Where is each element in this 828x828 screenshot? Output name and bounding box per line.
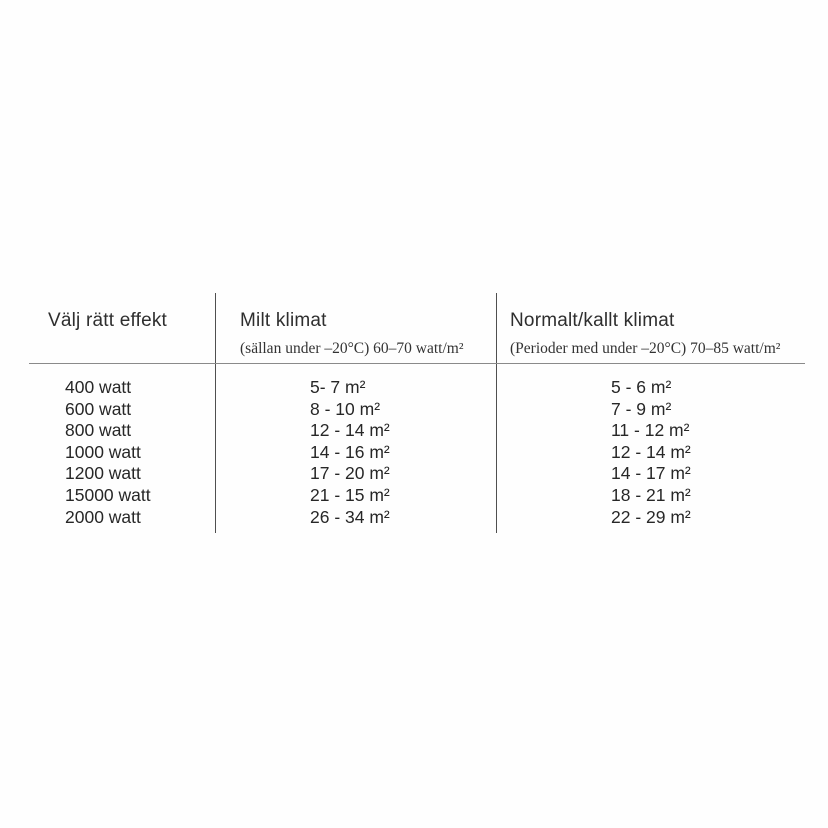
watt-cell: 15000 watt: [65, 484, 151, 505]
watt-cell: 400 watt: [65, 377, 132, 397]
column-divider-2: [496, 293, 497, 533]
mild-climate-cell: 5- 7 m²: [310, 377, 366, 397]
column-header-mild-climate: [240, 309, 464, 358]
watt-cell: 2000 watt: [65, 506, 141, 527]
header-divider: [29, 363, 805, 364]
cold-climate-cell: 5 - 6 m²: [611, 377, 672, 397]
cold-climate-header-title: Normalt/kallt klimat: [510, 310, 675, 331]
mild-climate-column: [310, 377, 390, 528]
mild-climate-cell: 12 - 14 m²: [310, 420, 390, 441]
mild-climate-cell: 26 - 34 m²: [310, 506, 390, 527]
column-header-effect: [48, 309, 167, 332]
mild-climate-header-subtitle: (sällan under –20°C) 60–70 watt/m²: [240, 340, 464, 357]
cold-climate-header-subtitle: (Perioder med under –20°C) 70–85 watt/m²: [510, 340, 781, 357]
mild-climate-cell: 21 - 15 m²: [310, 484, 390, 505]
cold-climate-cell: 14 - 17 m²: [611, 463, 691, 484]
cold-climate-column: [611, 377, 691, 528]
cold-climate-cell: 22 - 29 m²: [611, 506, 691, 527]
watt-column: [65, 377, 151, 528]
column-divider-1: [215, 293, 216, 533]
effect-header-title: Välj rätt effekt: [48, 310, 168, 331]
mild-climate-cell: 17 - 20 m²: [310, 463, 390, 484]
cold-climate-cell: 12 - 14 m²: [611, 441, 691, 462]
cold-climate-cell: 7 - 9 m²: [611, 398, 672, 419]
mild-climate-cell: 8 - 10 m²: [310, 398, 381, 419]
cold-climate-cell: 18 - 21 m²: [611, 484, 691, 505]
mild-climate-header-title: Milt klimat: [240, 310, 327, 331]
mild-climate-cell: 14 - 16 m²: [310, 441, 390, 462]
column-header-cold-climate: [510, 309, 780, 358]
watt-cell: 600 watt: [65, 398, 132, 419]
cold-climate-cell: 11 - 12 m²: [611, 420, 690, 441]
watt-cell: 1200 watt: [65, 463, 141, 484]
watt-cell: 800 watt: [65, 420, 132, 441]
watt-cell: 1000 watt: [65, 441, 141, 462]
